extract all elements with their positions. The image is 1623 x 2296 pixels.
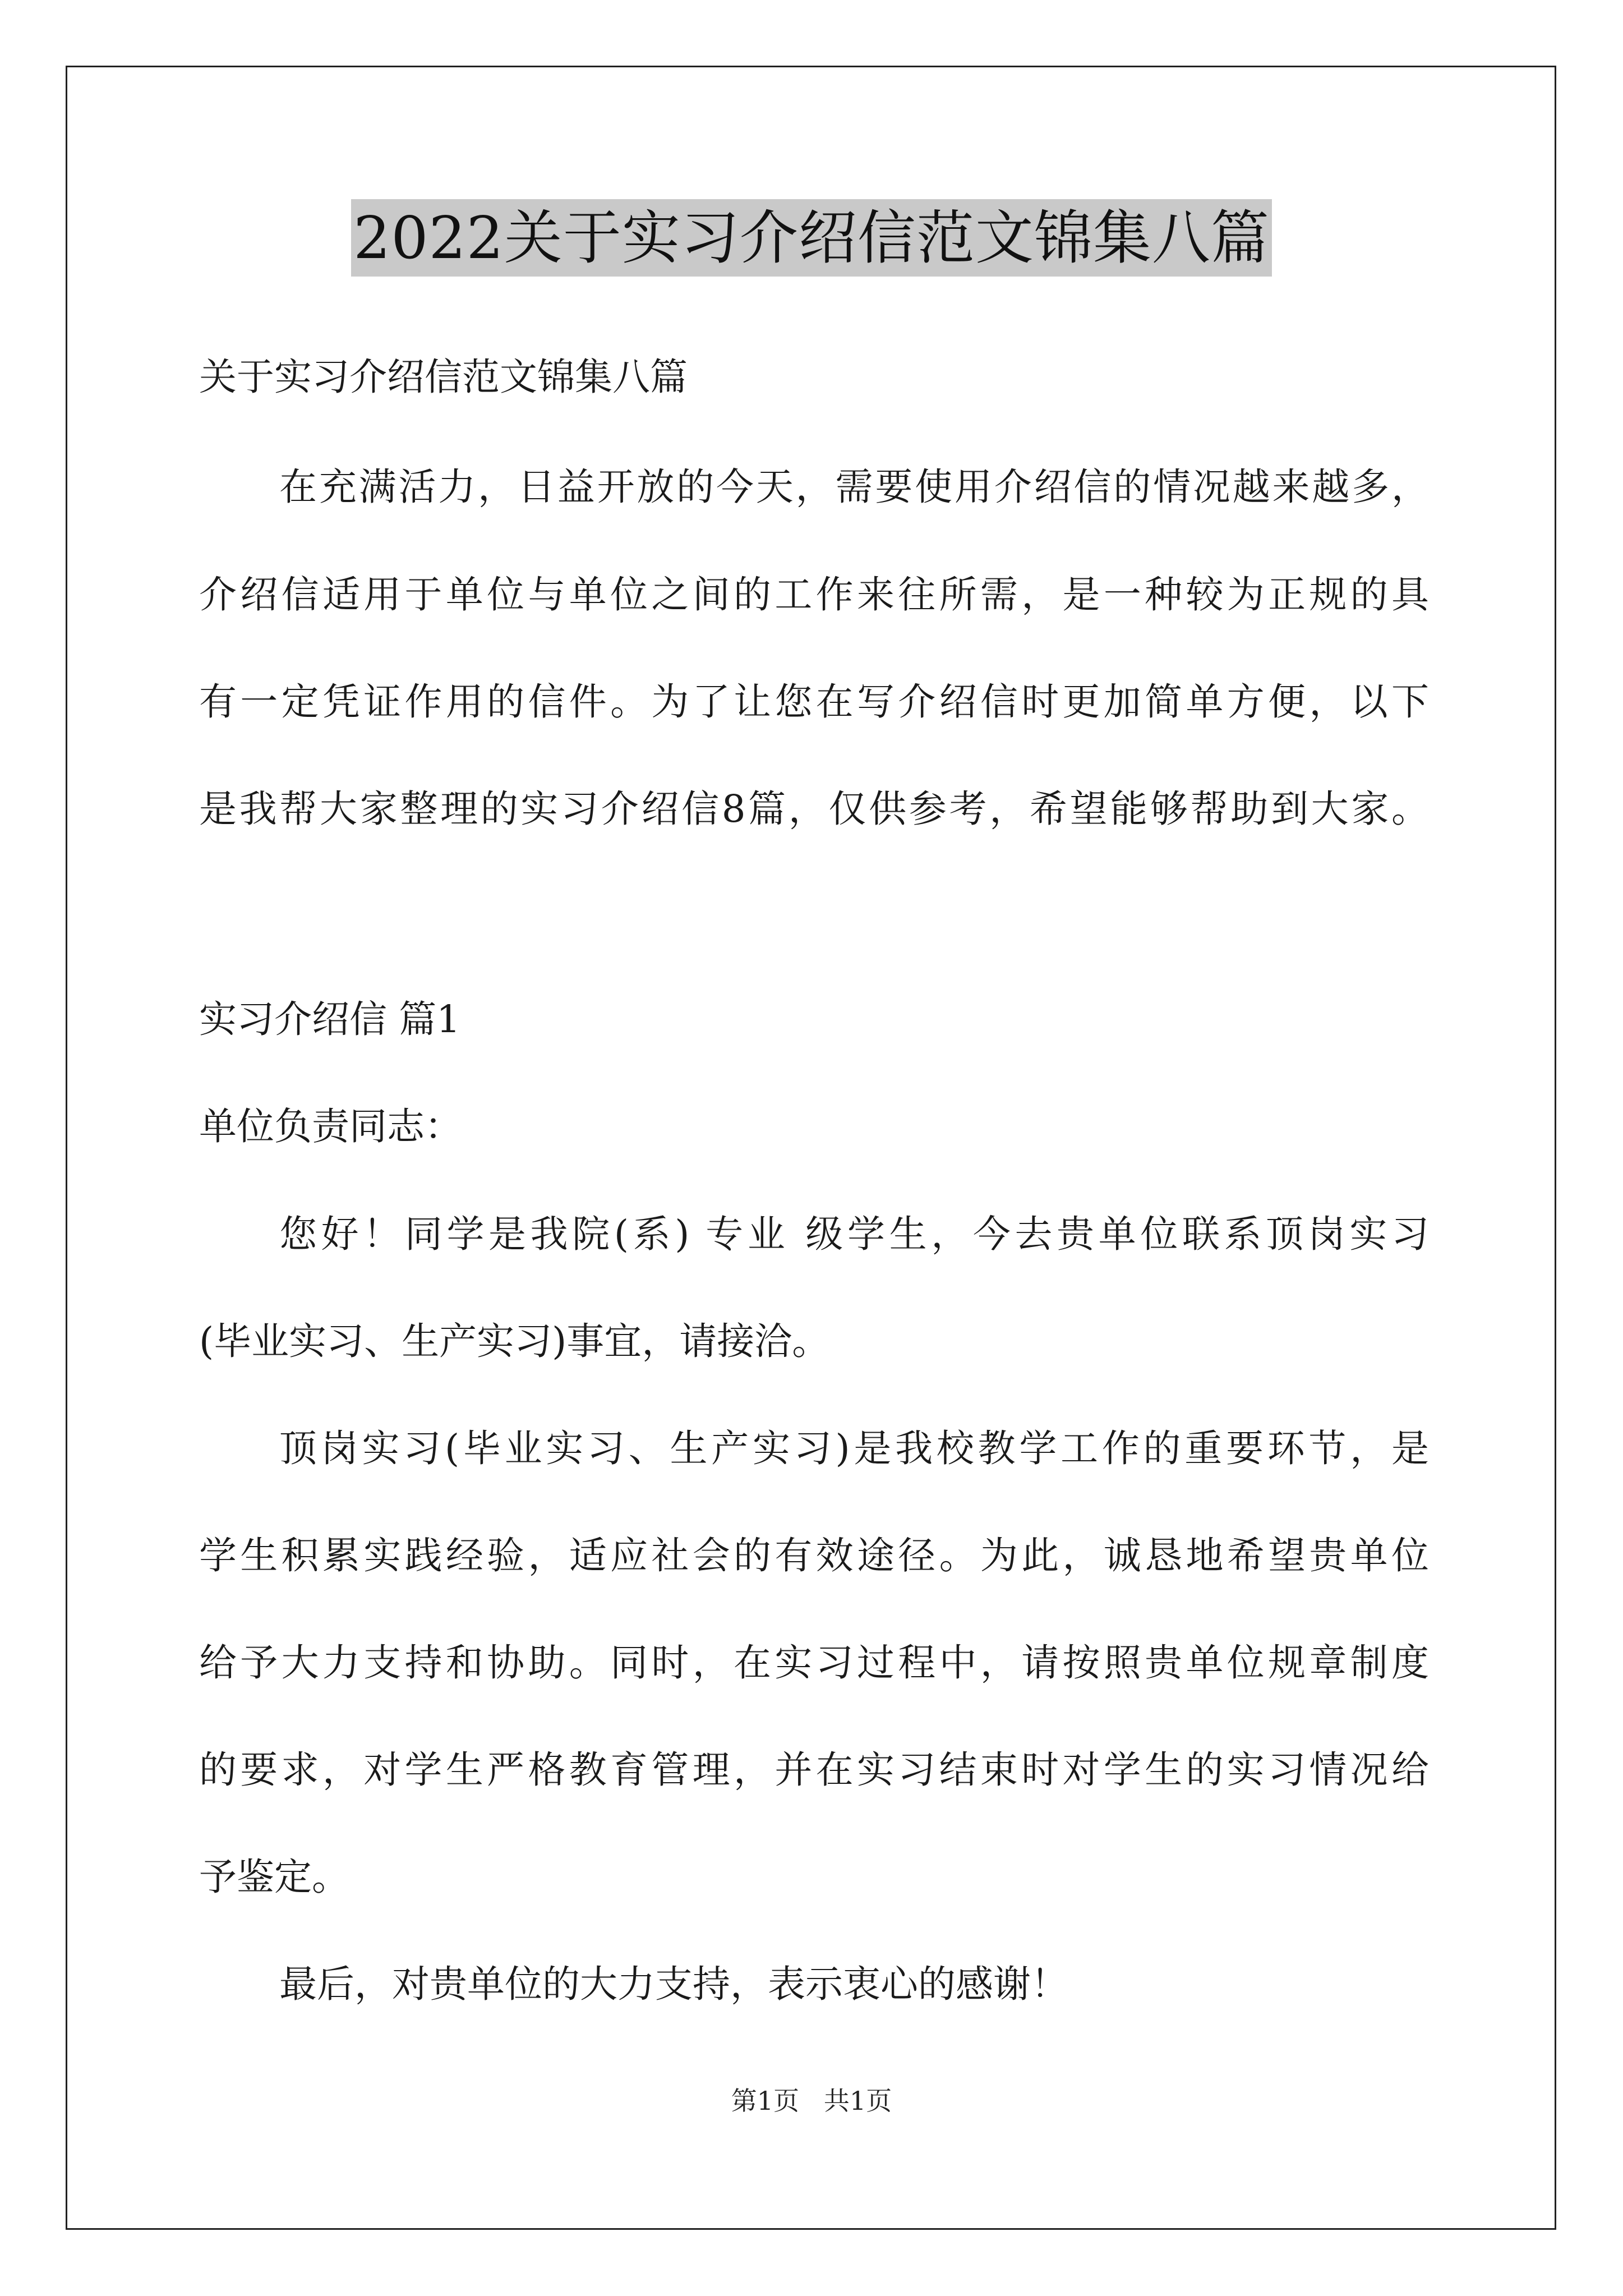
closing-line: 最后，对贵单位的大力支持，表示衷心的感谢！	[279, 1962, 1068, 2006]
para2-line-4: 的要求，对学生严格教育管理，并在实习结束时对学生的实习情况给	[199, 1748, 1429, 1792]
para2-line-5: 予鉴定。	[199, 1855, 349, 1899]
intro-line-2: 介绍信适用于单位与单位之间的工作来往所需，是一种较为正规的具	[199, 573, 1429, 616]
document-subtitle: 关于实习介绍信范文锦集八篇	[199, 355, 688, 399]
intro-line-4: 是我帮大家整理的实习介绍信8篇，仅供参考，希望能够帮助到大家。	[199, 787, 1429, 831]
para2-line-2: 学生积累实践经验，适应社会的有效途径。为此，诚恳地希望贵单位	[199, 1534, 1429, 1577]
para2-line-3: 给予大力支持和协助。同时，在实习过程中，请按照贵单位规章制度	[199, 1641, 1429, 1685]
intro-line-3: 有一定凭证作用的信件。为了让您在写介绍信时更加简单方便，以下	[199, 680, 1429, 724]
section-heading: 实习介绍信 篇1	[199, 997, 460, 1041]
title-container	[0, 199, 1623, 277]
intro-line-1: 在充满活力，日益开放的今天，需要使用介绍信的情况越来越多，	[279, 465, 1429, 509]
para1-line-1: 您好！同学是我院(系) 专业 级学生，今去贵单位联系顶岗实习	[279, 1212, 1429, 1256]
para1-line-2: (毕业实习、生产实习)事宜，请接洽。	[199, 1319, 830, 1363]
page-footer: 第1页 共1页	[731, 2086, 892, 2116]
document-title: 2022关于实习介绍信范文锦集八篇	[351, 199, 1272, 277]
para2-line-1: 顶岗实习(毕业实习、生产实习)是我校教学工作的重要环节，是	[279, 1427, 1429, 1470]
salutation: 单位负责同志：	[199, 1105, 462, 1148]
